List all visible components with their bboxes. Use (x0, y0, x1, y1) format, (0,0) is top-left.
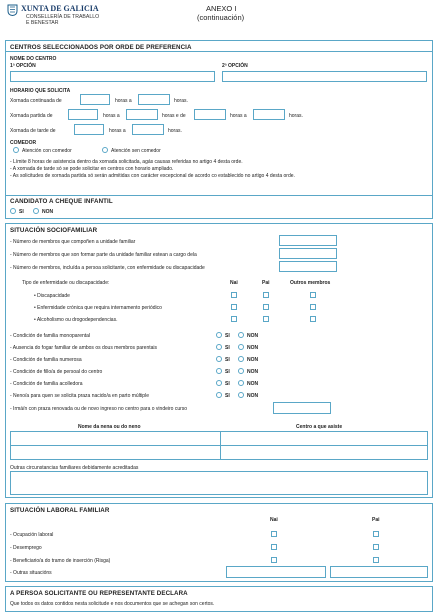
cond-ausencia-si-radio[interactable] (216, 344, 222, 350)
comedor-title: COMEDOR (10, 140, 37, 146)
annex-subtitle: (continuación) (197, 13, 245, 22)
continuada-label: Xornada continuada de (10, 98, 62, 104)
outras-situacions-nai-field[interactable] (226, 566, 326, 578)
cond-numerosa-si-radio[interactable] (216, 356, 222, 362)
sen-comedor-radio[interactable] (102, 147, 108, 153)
con-comedor-radio[interactable] (13, 147, 19, 153)
cond-monoparental-non-radio[interactable] (238, 332, 244, 338)
partida-horas-a-2: horas a (230, 113, 247, 119)
socio-row-3-field[interactable] (279, 261, 337, 272)
tarde-label: Xornada de tarde de (10, 128, 56, 134)
opt2-label: 2ª OPCIÓN (222, 63, 248, 69)
centros-title: CENTROS SELECCIONADOS POR ORDE DE PREFERENCIA (10, 44, 192, 51)
cond-multiple-si-radio[interactable] (216, 392, 222, 398)
cond-acolledora: - Condición de familia acolledora (10, 381, 83, 387)
cond-ausencia: - Ausencia do fogar familiar de ambos os dous membros parentais (10, 345, 158, 351)
enf-col-pai: Pai (262, 280, 270, 286)
tarde-horas: horas. (168, 128, 182, 134)
disc-pai-checkbox[interactable] (263, 292, 269, 298)
disc-nai-checkbox[interactable] (231, 292, 237, 298)
enf-col-outros: Outros membros (290, 280, 331, 286)
desemprego-pai-checkbox[interactable] (373, 544, 379, 550)
col-nome-neno: Nome da nena ou do neno (78, 424, 141, 430)
partida-from2-field[interactable] (194, 109, 226, 120)
socio-row-1: - Número de membros que compoñen a unidade familiar (10, 239, 136, 245)
con-comedor-label: Atención con comedor (22, 148, 72, 154)
risga-nai-checkbox[interactable] (271, 557, 277, 563)
cronica-outros-checkbox[interactable] (310, 304, 316, 310)
partida-label: Xornada partida de (10, 113, 53, 119)
partida-to1-field[interactable] (126, 109, 158, 120)
cheque-si-label: SI (19, 209, 24, 215)
annex-title: ANEXO I (206, 4, 237, 13)
irma-label: - Irmá/n con praza renovada ou de novo ingreso no centro para o vindeiro curso (10, 406, 188, 412)
outras-situacions-pai-field[interactable] (330, 566, 428, 578)
alcol-outros-checkbox[interactable] (310, 316, 316, 322)
desemprego-nai-checkbox[interactable] (271, 544, 277, 550)
dept-line-2: E BENESTAR (26, 20, 59, 26)
continuada-horas: horas. (174, 98, 188, 104)
cheque-title: CANDIDATO A CHEQUE INFANTIL (10, 198, 113, 205)
cronica-label: • Enfermidade crónica que requira internamento periódico (34, 305, 162, 311)
socio-row-2-field[interactable] (279, 248, 337, 259)
cronica-pai-checkbox[interactable] (263, 304, 269, 310)
col-centro: Centro a que asiste (296, 424, 343, 430)
cond-persoal-si-radio[interactable] (216, 368, 222, 374)
desemprego-label: - Desemprego (10, 545, 42, 551)
socio-row-1-field[interactable] (279, 235, 337, 246)
partida-from1-field[interactable] (68, 109, 98, 120)
cond-numerosa: - Condición de familia numerosa (10, 357, 82, 363)
xunta-logo (7, 4, 18, 16)
outras-label: Outras circunstancias familiares debidamente acreditadas (10, 465, 139, 471)
note-3: - As solicitudes de xornada partida só serán admitidas con carácter excepcional de acordo co establecido no artigo 4 desta orde. (10, 173, 295, 179)
cronica-nai-checkbox[interactable] (231, 304, 237, 310)
irmans-table (10, 431, 428, 460)
disc-label: • Discapacidade (34, 293, 70, 299)
laboral-col-pai: Pai (372, 517, 380, 523)
tarde-to-field[interactable] (132, 124, 164, 135)
outras-field[interactable] (10, 471, 428, 495)
cond-multiple: - Neno/a para quen se solicita praza nacido/a en parto múltiple (10, 393, 149, 399)
alcol-label: • Alcoholismo ou drogodependencias. (34, 317, 118, 323)
partida-horas-a-1: horas a (103, 113, 120, 119)
cheque-non-label: NON (42, 209, 54, 215)
ocupacion-pai-checkbox[interactable] (373, 531, 379, 537)
org-name: XUNTA DE GALICIA (21, 4, 99, 13)
note-2: - A xornada de tarde só se pode solicitar en centros con horario ampliado. (10, 166, 174, 172)
cond-persoal: - Condición de fillo/a de persoal do centro (10, 369, 103, 375)
ocupacion-nai-checkbox[interactable] (271, 531, 277, 537)
partida-horas-e-de: horas e de (162, 113, 186, 119)
cond-persoal-non-radio[interactable] (238, 368, 244, 374)
cheque-si-radio[interactable] (10, 208, 16, 214)
opt2-field[interactable] (222, 71, 427, 82)
cond-acolledora-non-radio[interactable] (238, 380, 244, 386)
cond-numerosa-non-radio[interactable] (238, 356, 244, 362)
cheque-non-radio[interactable] (33, 208, 39, 214)
continuada-from-field[interactable] (80, 94, 110, 105)
cond-acolledora-si-radio[interactable] (216, 380, 222, 386)
cond-ausencia-non-radio[interactable] (238, 344, 244, 350)
outras-situacions-label: - Outras situacións (10, 570, 52, 576)
enf-col-nai: Nai (230, 280, 238, 286)
irma-field[interactable] (273, 402, 331, 414)
declara-text: Que todos os datos contidos nesta solicitude e nos documentos que se achegan son certos. (10, 601, 215, 607)
note-1: - Límite 8 horas de asistencia dentro da xornada solicitada, agás causas referidas no artigo 4 desta orde. (10, 159, 243, 165)
opt1-label: 1ª OPCIÓN (10, 63, 36, 69)
socio-row-3: - Número de membros, incluída a persoa solicitante, con enfermidade ou discapacidade (10, 265, 205, 271)
laboral-title: SITUACIÓN LABORAL FAMILIAR (10, 507, 110, 514)
alcol-pai-checkbox[interactable] (263, 316, 269, 322)
sen-comedor-label: Atención sen comedor (111, 148, 161, 154)
alcol-nai-checkbox[interactable] (231, 316, 237, 322)
partida-horas: horas. (289, 113, 303, 119)
socio-title: SITUACIÓN SOCIOFAMILIAR (10, 227, 98, 234)
tarde-from-field[interactable] (74, 124, 104, 135)
socio-row-2: - Número de membros que son formar parte da unidade familiar estean a cargo dela (10, 252, 197, 258)
opt1-field[interactable] (10, 71, 215, 82)
cond-monoparental-si-radio[interactable] (216, 332, 222, 338)
laboral-col-nai: Nai (270, 517, 278, 523)
continuada-horas-a: horas a (115, 98, 132, 104)
dept-line-1: CONSELLERÍA DE TRABALLO (26, 14, 100, 20)
risga-pai-checkbox[interactable] (373, 557, 379, 563)
partida-to2-field[interactable] (253, 109, 285, 120)
ocupacion-label: - Ocupación laboral (10, 532, 54, 538)
cond-multiple-non-radio[interactable] (238, 392, 244, 398)
declara-title: A PERSOA SOLICITANTE OU REPRESENTANTE DECLARA (10, 590, 188, 597)
nome-centro-label: NOME DO CENTRO (10, 56, 57, 62)
risga-label: - Beneficiario/a do tramo de inserción (Risga) (10, 558, 111, 564)
centros-section (5, 40, 433, 215)
enf-title: Tipo de enfermidade ou discapacidade: (22, 280, 110, 286)
tarde-horas-a: horas a (109, 128, 126, 134)
disc-outros-checkbox[interactable] (310, 292, 316, 298)
continuada-to-field[interactable] (138, 94, 170, 105)
cond-monoparental: - Condición de familia monoparental (10, 333, 91, 339)
horario-title: HORARIO QUE SOLICITA (10, 88, 71, 94)
